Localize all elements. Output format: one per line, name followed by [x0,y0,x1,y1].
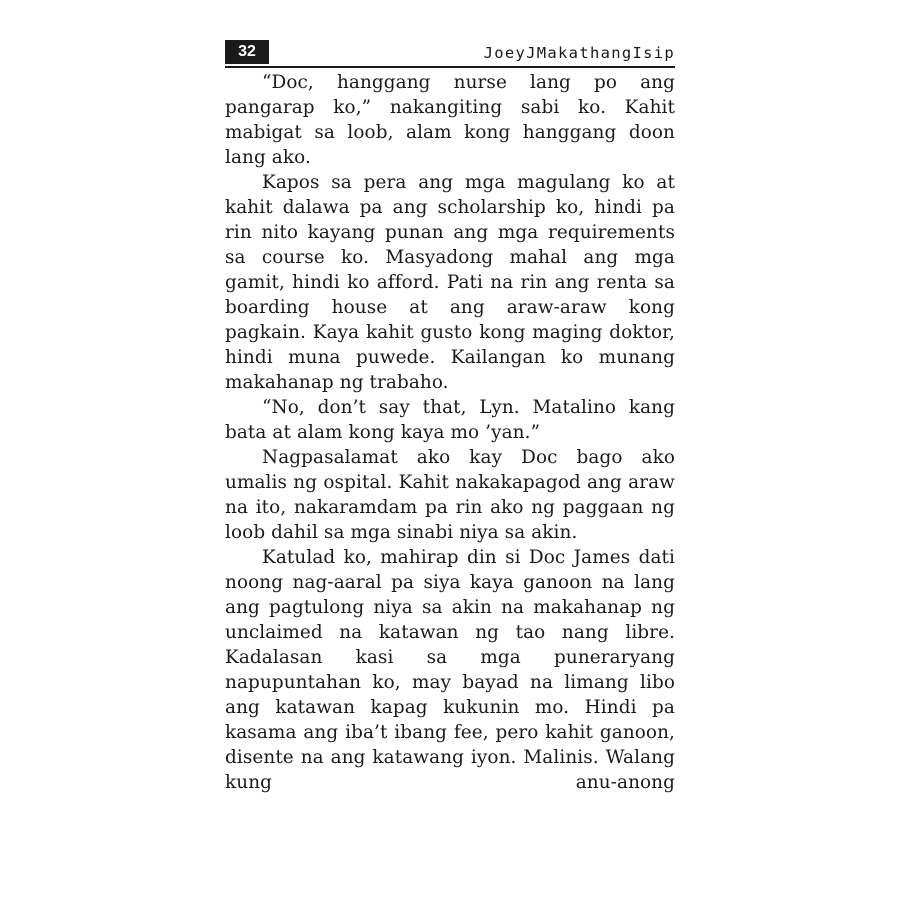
page-header [225,40,675,68]
running-head: JoeyJMakathangIsip [483,44,675,62]
paragraph: Kapos sa pera ang mga magulang ko at kahit dalawa pa ang scholarship ko, hindi pa rin nito kayang punan ang mga requirements sa course ko. Masyadong mahal ang mga gamit, hindi ko afford. Pati na rin ang renta sa boarding house at ang araw-araw kong pagkain. Kaya kahit gusto kong maging doktor, hindi muna puwede. Kailangan ko munang makahanap ng trabaho. [225,172,675,393]
paragraph: Katulad ko, mahirap din si Doc James dati noong nag-aaral pa siya kaya ganoon na lang ang pagtulong niya sa akin na makahanap ng unclaimed na katawan ng tao nang libre. Kadalasan kasi sa mga puneraryang napupuntahan ko, may bayad na limang libo ang katawan kapag kukunin mo. Hindi pa kasama ang iba’t ibang fee, pero kahit ganoon, disente na ang katawang iyon. Malinis. Walang kung anu-anong [225,547,675,793]
paragraph: Nagpasalamat ako kay Doc bago ako umalis ng ospital. Kahit nakakapagod ang araw na ito, nakaramdam pa rin ako ng paggaan ng loob dahil sa mga sinabi niya sa akin. [225,447,675,543]
paragraph: “Doc, hanggang nurse lang po ang pangarap ko,” nakangiting sabi ko. Kahit mabigat sa loob, alam kong hanggang doon lang ako. [225,72,675,168]
body-text [225,70,675,795]
paragraph: “No, don’t say that, Lyn. Matalino kang bata at alam kong kaya mo ’yan.” [225,397,675,443]
book-page [225,40,675,795]
page-number: 32 [225,40,269,64]
